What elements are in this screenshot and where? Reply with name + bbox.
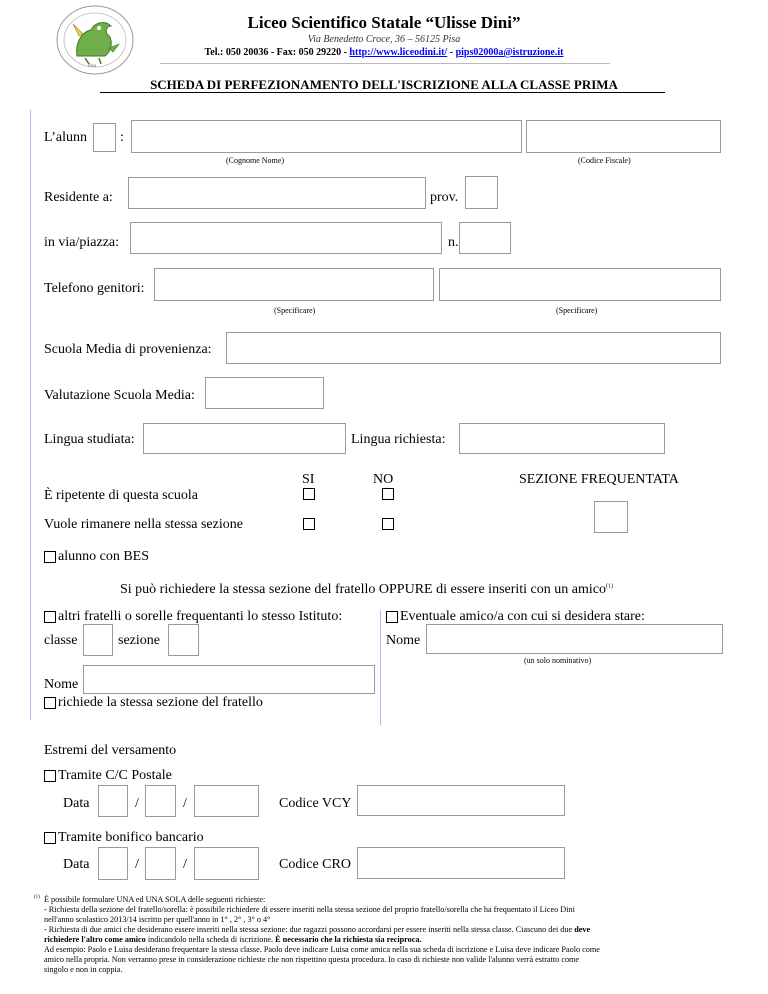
- studied-language-field[interactable]: [143, 423, 346, 454]
- siblings-intro: [120, 582, 613, 598]
- prov-field[interactable]: [465, 176, 498, 209]
- same-section-yes-checkbox[interactable]: [303, 518, 315, 530]
- student-gender-field[interactable]: [93, 123, 116, 152]
- contacts-prefix: Tel.: 050 20036 - Fax: 050 29220 -: [204, 47, 350, 58]
- bank-date-label: Data: [63, 857, 90, 872]
- postal-checkbox[interactable]: [44, 770, 56, 782]
- school-name: Liceo Scientifico Statale “Ulisse Dini”: [247, 13, 521, 32]
- requested-language-label: Lingua richiesta:: [351, 432, 446, 447]
- postal-year-field[interactable]: [194, 785, 259, 817]
- footnote-line-6: Ad esempio: Paolo e Luisa desiderano frequentare la stessa classe. Paolo deve indicare Luisa come amica nella sua scheda di iscrizione e Luisa deve indicare Paolo come: [44, 945, 600, 954]
- right-guide-line: [380, 610, 381, 725]
- previous-school-field[interactable]: [226, 332, 721, 364]
- studied-language-label: Lingua studiata:: [44, 432, 135, 447]
- student-label: L’alunn: [44, 130, 88, 145]
- postal-slash-2: /: [183, 796, 187, 811]
- postal-month-field[interactable]: [145, 785, 176, 817]
- resident-label: Residente a:: [44, 190, 113, 205]
- street-number-field[interactable]: [459, 222, 511, 254]
- friend-name-label: Nome: [386, 633, 421, 648]
- friend-caption: (un solo nominativo): [524, 656, 592, 665]
- footnote-line-5: richiedere l'altro come amico indicandolo nella scheda di iscrizione. È necessario che la richiesta sia reciproca.: [44, 935, 422, 944]
- section-label: sezione: [118, 633, 160, 648]
- sibling-name-label: Nome: [44, 677, 79, 692]
- bank-month-field[interactable]: [145, 847, 176, 880]
- same-section-sibling-label: richiede la stessa sezione del fratello: [58, 695, 263, 710]
- fiscal-code-field[interactable]: [526, 120, 721, 153]
- form-title: SCHEDA DI PERFEZIONAMENTO DELL'ISCRIZIONE ALLA CLASSE PRIMA: [150, 77, 618, 92]
- same-section-question: Vuole rimanere nella stessa sezione: [44, 517, 243, 532]
- left-guide-line: [30, 110, 31, 720]
- friend-checkbox[interactable]: [386, 611, 398, 623]
- same-section-no-checkbox[interactable]: [382, 518, 394, 530]
- postal-date-label: Data: [63, 796, 90, 811]
- postal-label: Tramite C/C Postale: [58, 768, 172, 783]
- header-rule: [160, 63, 610, 64]
- logo-bottom-text: Pisa: [88, 64, 97, 69]
- prov-label: prov.: [430, 190, 459, 205]
- website-link[interactable]: http://www.liceodini.it/: [349, 47, 448, 58]
- bank-label: Tramite bonifico bancario: [58, 830, 204, 845]
- resident-city-field[interactable]: [128, 177, 426, 209]
- sibling-section-field[interactable]: [168, 624, 199, 656]
- form-title-underline: [100, 92, 665, 93]
- phone-label: Telefono genitori:: [44, 281, 145, 296]
- friend-name-field[interactable]: [426, 624, 723, 654]
- contacts-separator: -: [447, 47, 456, 58]
- payment-title: Estremi del versamento: [44, 743, 177, 758]
- sibling-class-field[interactable]: [83, 624, 113, 656]
- phone-caption-2: (Specificare): [556, 306, 598, 315]
- grade-label: Valutazione Scuola Media:: [44, 388, 195, 403]
- school-address: Via Benedetto Croce, 36 – 56125 Pisa: [307, 34, 461, 45]
- repeating-yes-checkbox[interactable]: [303, 488, 315, 500]
- bank-day-field[interactable]: [98, 847, 128, 880]
- section-header: SEZIONE FREQUENTATA: [519, 472, 679, 487]
- street-field[interactable]: [130, 222, 442, 254]
- vcy-field[interactable]: [357, 785, 565, 816]
- siblings-checkbox[interactable]: [44, 611, 56, 623]
- vcy-label: Codice VCY: [279, 796, 352, 811]
- postal-day-field[interactable]: [98, 785, 128, 817]
- student-name-field[interactable]: [131, 120, 522, 153]
- student-colon: :: [120, 130, 124, 145]
- siblings-intro-text: Si può richiedere la stessa sezione del fratello OPPURE di essere inseriti con un amico: [120, 582, 606, 597]
- bank-slash-1: /: [135, 857, 139, 872]
- footnote-line-1: (1) È possibile formulare UNA ed UNA SOLA delle seguenti richieste:: [34, 895, 266, 904]
- number-label: n.: [448, 235, 459, 250]
- phone-field-1[interactable]: [154, 268, 434, 301]
- sibling-name-field[interactable]: [83, 665, 375, 694]
- bank-slash-2: /: [183, 857, 187, 872]
- email-link[interactable]: pips02000a@istruzione.it: [455, 47, 564, 58]
- footnote: [34, 895, 744, 975]
- bank-year-field[interactable]: [194, 847, 259, 880]
- same-section-sibling-checkbox[interactable]: [44, 697, 56, 709]
- fiscal-caption: (Codice Fiscale): [578, 156, 631, 165]
- footnote-line-3: nell'anno scolastico 2013/14 iscritto per quell'anno in 1° , 2° , 3° o 4°: [44, 915, 271, 924]
- footnote-line-2: - Richiesta della sezione del fratello/sorella: è possibile richiedere di essere inseriti nella stessa sezione del proprio fratello/sorella che ha frequentato il Liceo Dini: [44, 905, 575, 914]
- postal-slash-1: /: [135, 796, 139, 811]
- no-header: NO: [373, 472, 394, 487]
- phone-field-2[interactable]: [439, 268, 721, 301]
- friend-label: Eventuale amico/a con cui si desidera stare:: [400, 609, 645, 624]
- phone-caption-1: (Specificare): [274, 306, 316, 315]
- class-label: classe: [44, 633, 78, 648]
- bes-checkbox[interactable]: [44, 551, 56, 563]
- repeating-no-checkbox[interactable]: [382, 488, 394, 500]
- bes-label: alunno con BES: [58, 549, 149, 564]
- repeating-question: È ripetente di questa scuola: [44, 488, 198, 503]
- siblings-note-mark: (1): [605, 583, 613, 590]
- bank-checkbox[interactable]: [44, 832, 56, 844]
- cro-label: Codice CRO: [279, 857, 351, 872]
- footnote-line-4: - Richiesta di due amici che desiderano essere inseriti nella stessa sezione: due ragazzi possono accordarsi per essere inseriti nella stessa classe. Ciascuno dei due deve: [44, 925, 591, 934]
- school-contacts: [0, 47, 768, 58]
- attended-section-field[interactable]: [594, 501, 628, 533]
- requested-language-field[interactable]: [459, 423, 665, 454]
- footnote-mark: (1): [34, 895, 40, 900]
- siblings-label: altri fratelli o sorelle frequentanti lo stesso Istituto:: [58, 609, 343, 624]
- name-caption: (Cognome Nome): [226, 156, 284, 165]
- previous-school-label: Scuola Media di provenienza:: [44, 342, 212, 357]
- street-label: in via/piazza:: [44, 235, 120, 250]
- cro-field[interactable]: [357, 847, 565, 879]
- footnote-line-7: amico nella propria. Non verranno prese in considerazione richieste che non rispettino questa procedura. In caso di richieste non valide l'alunno verrà estratto come: [44, 955, 580, 964]
- footnote-line-8: singolo e non in coppia.: [44, 965, 123, 974]
- grade-field[interactable]: [205, 377, 324, 409]
- yes-header: SI: [302, 472, 315, 487]
